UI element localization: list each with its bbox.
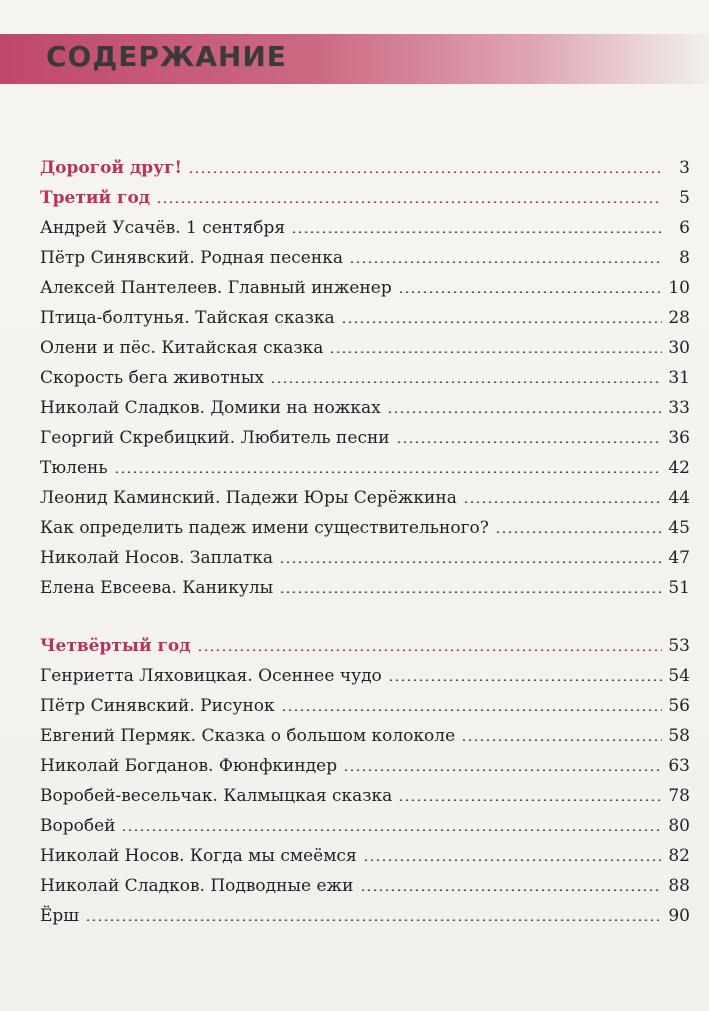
dot-leader [388, 679, 662, 681]
toc-page-number: 51 [668, 578, 690, 598]
toc-entry[interactable] [40, 686, 690, 716]
toc-entry-title: Николай Носов. Заплатка [40, 548, 274, 568]
dot-leader [349, 261, 662, 263]
toc-entry-title: Николай Сладков. Подводные ежи [40, 876, 354, 896]
dot-leader [156, 201, 662, 203]
dot-leader [461, 739, 662, 741]
toc-entry-title: Дорогой друг! [40, 158, 182, 178]
toc-entry-title: Евгений Пермяк. Сказка о большом колоколе [40, 726, 456, 746]
toc-entry[interactable] [40, 238, 690, 268]
toc-page-number: 44 [668, 488, 690, 508]
toc-entry[interactable] [40, 806, 690, 836]
toc-entry-title: Как определить падеж имени существительного? [40, 518, 489, 538]
dot-leader [398, 291, 662, 293]
toc-page-number: 8 [679, 248, 690, 268]
dot-leader [279, 561, 662, 563]
toc-entry-title: Николай Носов. Когда мы смеёмся [40, 846, 357, 866]
toc-page-number: 45 [668, 518, 690, 538]
toc-entry-title: Георгий Скребицкий. Любитель песни [40, 428, 390, 448]
toc-page-number: 6 [679, 218, 690, 238]
dot-leader [396, 441, 662, 443]
section-heading: Четвёртый год [40, 636, 191, 656]
toc-page-number: 42 [668, 458, 690, 478]
toc-entry[interactable] [40, 716, 690, 746]
dot-leader [463, 501, 662, 503]
dot-leader [121, 829, 662, 831]
toc-page-number: 5 [679, 188, 690, 208]
toc-entry[interactable] [40, 836, 690, 866]
toc-section-third-year[interactable] [40, 178, 690, 208]
dot-leader [85, 919, 662, 921]
toc-entry[interactable] [40, 448, 690, 478]
toc-page-number: 31 [668, 368, 690, 388]
toc-entry-title: Ёрш [40, 906, 80, 926]
toc-entry-title: Воробей-весельчак. Калмыцкая сказка [40, 786, 393, 806]
dot-leader [188, 171, 662, 173]
toc-page-number: 88 [668, 876, 690, 896]
section-heading: Третий год [40, 188, 151, 208]
toc-entry[interactable] [40, 328, 690, 358]
dot-leader [291, 231, 662, 233]
toc-page-number: 63 [668, 756, 690, 776]
toc-page-number: 56 [668, 696, 690, 716]
toc-entry-title: Алексей Пантелеев. Главный инженер [40, 278, 392, 298]
toc-entry-title: Скорость бега животных [40, 368, 264, 388]
toc-entry[interactable] [40, 508, 690, 538]
toc-entry[interactable] [40, 388, 690, 418]
toc-entry[interactable] [40, 298, 690, 328]
dot-leader [343, 769, 662, 771]
toc-page-number: 80 [668, 816, 690, 836]
toc-page-number: 3 [679, 158, 690, 178]
toc-entry-title: Николай Богданов. Фюнфкиндер [40, 756, 338, 776]
dot-leader [279, 591, 662, 593]
dot-leader [360, 889, 663, 891]
dot-leader [398, 799, 662, 801]
toc-entry-title: Андрей Усачёв. 1 сентября [40, 218, 286, 238]
dot-leader [114, 471, 662, 473]
toc-entry[interactable] [40, 418, 690, 448]
dot-leader [387, 411, 662, 413]
dot-leader [197, 649, 662, 651]
toc-entry[interactable] [40, 656, 690, 686]
dot-leader [341, 321, 662, 323]
table-of-contents [40, 148, 690, 926]
toc-entry[interactable] [40, 776, 690, 806]
toc-entry-title: Птица-болтунья. Тайская сказка [40, 308, 335, 328]
toc-section-fourth-year[interactable] [40, 626, 690, 656]
toc-entry[interactable] [40, 478, 690, 508]
toc-entry-title: Елена Евсеева. Каникулы [40, 578, 274, 598]
toc-entry-title: Олени и пёс. Китайская сказка [40, 338, 324, 358]
toc-entry[interactable] [40, 358, 690, 388]
toc-entry[interactable] [40, 568, 690, 598]
toc-page-number: 33 [668, 398, 690, 418]
toc-page-number: 54 [668, 666, 690, 686]
page-title: СОДЕРЖАНИЕ [46, 40, 287, 73]
toc-page-number: 30 [668, 338, 690, 358]
toc-entry[interactable] [40, 268, 690, 298]
dot-leader [281, 709, 662, 711]
toc-page-number: 47 [668, 548, 690, 568]
toc-page-number: 10 [668, 278, 690, 298]
toc-page-number: 36 [668, 428, 690, 448]
dot-leader [495, 531, 662, 533]
toc-page-number: 58 [668, 726, 690, 746]
toc-page-number: 82 [668, 846, 690, 866]
toc-entry-title: Пётр Синявский. Родная песенка [40, 248, 343, 268]
toc-entry[interactable] [40, 746, 690, 776]
toc-entry-title: Генриетта Ляховицкая. Осеннее чудо [40, 666, 382, 686]
dot-leader [363, 859, 662, 861]
toc-entry[interactable] [40, 538, 690, 568]
toc-page-number: 78 [668, 786, 690, 806]
toc-entry[interactable] [40, 896, 690, 926]
toc-entry-title: Воробей [40, 816, 116, 836]
dot-leader [329, 351, 662, 353]
toc-entry-title: Николай Сладков. Домики на ножках [40, 398, 381, 418]
toc-entry[interactable] [40, 866, 690, 896]
toc-page-number: 90 [668, 906, 690, 926]
toc-page-number: 53 [668, 636, 690, 656]
toc-entry[interactable] [40, 208, 690, 238]
toc-page-number: 28 [668, 308, 690, 328]
toc-entry-title: Леонид Каминский. Падежи Юры Серёжкина [40, 488, 457, 508]
toc-entry-intro[interactable] [40, 148, 690, 178]
dot-leader [270, 381, 662, 383]
toc-entry-title: Тюлень [40, 458, 108, 478]
toc-entry-title: Пётр Синявский. Рисунок [40, 696, 275, 716]
